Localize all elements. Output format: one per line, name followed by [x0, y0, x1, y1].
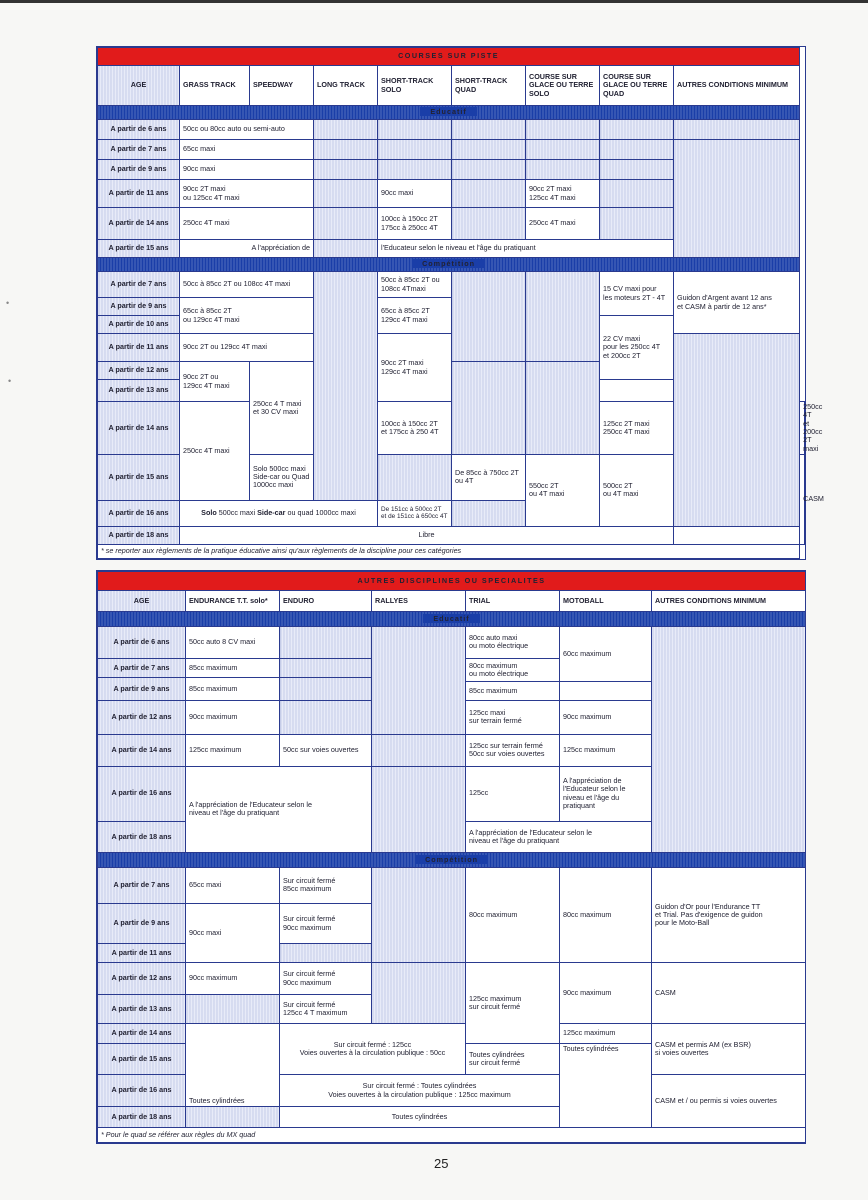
cell: 90cc 2T maxi 125cc 4T maxi [526, 180, 600, 208]
cell-empty [314, 140, 378, 160]
cell-empty [372, 734, 466, 766]
age-label: A partir de 6 ans [98, 120, 180, 140]
top-rule [0, 0, 868, 3]
age-label: A partir de 12 ans [98, 362, 180, 380]
cell-empty [526, 362, 600, 455]
cell-empty [674, 334, 800, 527]
cell-empty [452, 208, 526, 240]
age-label: A partir de 7 ans [98, 272, 180, 298]
cell: 250cc 4T maxi [526, 208, 600, 240]
age-label: A partir de 9 ans [98, 298, 180, 316]
cell: 550cc 2T ou 4T maxi [526, 454, 600, 526]
page-number: 25 [434, 1156, 449, 1171]
age-label: A partir de 13 ans [98, 380, 180, 402]
cell: 80cc maximum ou moto électrique [466, 658, 560, 681]
cell: 125cc maximum sur circuit fermé [466, 963, 560, 1043]
cell: 125cc maximum [560, 734, 652, 766]
cell-empty [526, 120, 600, 140]
cell-empty [378, 160, 452, 180]
cell: A l'appréciation de l'Educateur selon le niveau et l'âge du pratiquant [186, 766, 372, 853]
cell: 22 CV maxi pour les 250cc 4T et 200cc 2T [600, 316, 674, 380]
cell: A l'appréciation de l'Educateur selon le niveau et l'âge du pratiquant [466, 821, 652, 853]
age-label: A partir de 15 ans [98, 1043, 186, 1075]
cell: Toutes cylindrées sur circuit fermé [466, 1043, 560, 1075]
cell: 90cc 2T maxi ou 125cc 4T maxi [180, 180, 314, 208]
margin-dot: • [6, 298, 10, 308]
cell-empty [372, 868, 466, 963]
cell: 100cc à 150cc 2T 175cc à 250cc 4T [378, 208, 452, 240]
cell-empty [280, 944, 372, 963]
col-header-age: AGE [98, 591, 186, 612]
cell-empty [314, 120, 378, 140]
cell: 15 CV maxi pour les moteurs 2T - 4T [600, 272, 674, 316]
cell: 90cc 2T ou 129cc 4T maxi [180, 362, 250, 402]
cell-empty [372, 766, 466, 853]
age-label: A partir de 16 ans [98, 500, 180, 526]
cell: 65cc maxi [180, 140, 314, 160]
cell-empty [600, 180, 674, 208]
autres-disciplines-table [96, 570, 806, 1144]
cell: 50cc auto 8 CV maxi [186, 626, 280, 658]
cell-casm: CASM [800, 454, 805, 544]
cell: 50cc à 85cc 2T ou 108cc 4Tmaxi [378, 272, 452, 298]
cell: A l'appréciation de l'Educateur selon le niveau et l'âge du pratiquant [560, 766, 652, 821]
cell-empty [600, 120, 674, 140]
col-header-enduro: ENDURO [280, 591, 372, 612]
cell: De 85cc à 750cc 2T ou 4T [452, 454, 526, 500]
cell: Sur circuit fermé : Toutes cylindrées Voies ouvertes à la circulation publique : 125cc maximum [280, 1075, 560, 1107]
col-header-short-track-solo: SHORT-TRACK SOLO [378, 66, 452, 106]
cell: 250cc 4T maxi [180, 208, 314, 240]
age-label: A partir de 14 ans [98, 734, 186, 766]
age-label: A partir de 9 ans [98, 903, 186, 943]
cell: l'Educateur selon le niveau et l'âge du pratiquant [378, 240, 674, 258]
cell: 50cc à 85cc 2T ou 108cc 4T maxi [180, 272, 314, 298]
age-label: A partir de 14 ans [98, 402, 180, 455]
band-competition: Compétition [98, 853, 806, 868]
cell-empty [314, 180, 378, 208]
cell-empty [378, 454, 452, 500]
cell: 50cc ou 80cc auto ou semi-auto [180, 120, 314, 140]
age-label: A partir de 11 ans [98, 944, 186, 963]
cell: 90cc maxi [180, 160, 314, 180]
col-header-speedway: SPEEDWAY [250, 66, 314, 106]
cell-empty [314, 208, 378, 240]
autres-title: AUTRES DISCIPLINES OU SPECIALITES [98, 572, 806, 591]
cell-empty [378, 120, 452, 140]
age-label: A partir de 14 ans [98, 1024, 186, 1043]
cell: 85cc maximum [466, 681, 560, 700]
age-label: A partir de 11 ans [98, 180, 180, 208]
cell: 65cc à 85cc 2T 129cc 4T maxi [378, 298, 452, 334]
cell: CASM et permis AM (ex BSR) si voies ouvertes [652, 1024, 806, 1075]
cell-empty [280, 626, 372, 658]
cell-empty [452, 160, 526, 180]
age-label: A partir de 10 ans [98, 316, 180, 334]
cell: 250cc 4T maxi [180, 402, 250, 501]
cell-empty [526, 140, 600, 160]
col-header-course-glace-quad: COURSE SUR GLACE OU TERRE QUAD [600, 66, 674, 106]
cell: 500cc 2T ou 4T maxi [600, 454, 674, 526]
cell-empty [280, 677, 372, 700]
cell-empty [372, 626, 466, 734]
cell: CASM [652, 963, 806, 1024]
margin-dot: • [8, 376, 12, 386]
cell-empty [600, 140, 674, 160]
cell: Toutes cylindrées [280, 1106, 560, 1127]
band-educatif: Educatif [98, 612, 806, 627]
cell-empty [280, 658, 372, 677]
cell-empty [280, 700, 372, 734]
cell: Sur circuit fermé 125cc 4 T maximum [280, 994, 372, 1024]
cell-empty [452, 500, 526, 526]
cell: CASM et / ou permis si voies ouvertes [652, 1075, 806, 1128]
cell: 250cc 4T et 200cc 2T maxi [800, 402, 805, 455]
cell: 65cc à 85cc 2T ou 129cc 4T maxi [180, 298, 314, 334]
cell-empty [452, 272, 526, 362]
age-label: A partir de 18 ans [98, 1106, 186, 1127]
cell-empty [452, 120, 526, 140]
age-label: A partir de 18 ans [98, 821, 186, 853]
col-header-trial: TRIAL [466, 591, 560, 612]
cell: 90cc maximum [186, 963, 280, 995]
col-header-long-track: LONG TRACK [314, 66, 378, 106]
age-label: A partir de 6 ans [98, 626, 186, 658]
cell-empty [452, 180, 526, 208]
cell: Sur circuit fermé 90cc maximum [280, 963, 372, 995]
cell: 90cc maxi [378, 180, 452, 208]
col-header-autres-conditions: AUTRES CONDITIONS MINIMUM [652, 591, 806, 612]
cell: 50cc sur voies ouvertes [280, 734, 372, 766]
col-header-grass-track: GRASS TRACK [180, 66, 250, 106]
cell: A l'appréciation de [180, 240, 314, 258]
cell: Guidon d'Argent avant 12 ans et CASM à partir de 12 ans* [674, 272, 800, 334]
cell: Sur circuit fermé : 125cc Voies ouvertes à la circulation publique : 50cc [280, 1024, 466, 1075]
cell: 85cc maximum [186, 658, 280, 677]
age-label: A partir de 7 ans [98, 658, 186, 677]
band-educatif: Educatif [98, 106, 800, 120]
cell: 90cc 2T ou 129cc 4T maxi [180, 334, 314, 362]
cell: 80cc auto maxi ou moto électrique [466, 626, 560, 658]
cell-empty [652, 626, 806, 852]
cell: De 151cc à 500cc 2T et de 151cc à 650cc 4T [378, 500, 452, 526]
age-label: A partir de 9 ans [98, 677, 186, 700]
cell-empty [186, 1106, 280, 1127]
cell: 125cc sur terrain fermé 50cc sur voies ouvertes [466, 734, 560, 766]
courses-footnote: * se reporter aux règlements de la pratique éducative ainsi qu'aux règlements de la discipline pour ces catégories [98, 544, 800, 558]
cell-empty [186, 994, 280, 1024]
cell: 80cc maximum [560, 868, 652, 963]
cell: 90cc maxi [186, 903, 280, 962]
cell: Toutes cylindrées [560, 1043, 652, 1128]
cell-empty [526, 272, 600, 362]
cell-solo-sidecar: Solo 500cc maxi Side-car ou quad 1000cc maxi [180, 500, 378, 526]
age-label: A partir de 16 ans [98, 766, 186, 821]
cell: 65cc maxi [186, 868, 280, 904]
cell-empty [600, 208, 674, 240]
cell: 60cc maximum [560, 626, 652, 681]
cell: 125cc maximum [186, 734, 280, 766]
age-label: A partir de 13 ans [98, 994, 186, 1024]
cell-empty [600, 160, 674, 180]
age-label: A partir de 18 ans [98, 526, 180, 544]
cell: 125cc maximum [560, 1024, 652, 1043]
age-label: A partir de 16 ans [98, 1075, 186, 1107]
col-header-course-glace-solo: COURSE SUR GLACE OU TERRE SOLO [526, 66, 600, 106]
age-label: A partir de 14 ans [98, 208, 180, 240]
cell: 125cc 2T maxi 250cc 4T maxi [600, 402, 674, 455]
cell: 90cc 2T maxi 129cc 4T maxi [378, 334, 452, 402]
col-header-endurance: ENDURANCE T.T. solo* [186, 591, 280, 612]
col-header-short-track-quad: SHORT-TRACK QUAD [452, 66, 526, 106]
age-label: A partir de 12 ans [98, 700, 186, 734]
cell-empty [372, 963, 466, 1024]
cell-empty [452, 362, 526, 455]
cell-empty [378, 140, 452, 160]
col-header-motoball: MOTOBALL [560, 591, 652, 612]
cell: 90cc maximum [186, 700, 280, 734]
cell-empty [674, 140, 800, 258]
autres-footnote: * Pour le quad se référer aux règles du MX quad [98, 1128, 806, 1143]
courses-title: COURSES SUR PISTE [98, 48, 800, 66]
cell: 125cc [466, 766, 560, 821]
age-label: A partir de 11 ans [98, 334, 180, 362]
courses-sur-piste-table [96, 46, 824, 560]
age-label: A partir de 12 ans [98, 963, 186, 995]
cell: 100cc à 150cc 2T et 175cc à 250 4T [378, 402, 452, 455]
cell: 85cc maximum [186, 677, 280, 700]
cell: 90cc maximum [560, 963, 652, 1024]
cell: Sur circuit fermé 90cc maximum [280, 903, 372, 943]
cell: Guidon d'Or pour l'Endurance TT et Trial. Pas d'exigence de guidon pour le Moto-Ball [652, 868, 806, 963]
age-label: A partir de 15 ans [98, 454, 180, 500]
cell-empty [314, 272, 378, 501]
cell-empty [526, 160, 600, 180]
cell-empty [314, 240, 378, 258]
cell-empty [674, 120, 800, 140]
age-label: A partir de 7 ans [98, 868, 186, 904]
cell: Toutes cylindrées [186, 1024, 280, 1106]
col-header-rallyes: RALLYES [372, 591, 466, 612]
band-competition: Compétition [98, 258, 800, 272]
cell-empty [314, 160, 378, 180]
cell: Libre [180, 526, 674, 544]
cell: 250cc 4 T maxi et 30 CV maxi [250, 362, 314, 455]
age-label: A partir de 7 ans [98, 140, 180, 160]
age-label: A partir de 15 ans [98, 240, 180, 258]
cell-empty [452, 140, 526, 160]
cell: Sur circuit fermé 85cc maximum [280, 868, 372, 904]
age-label: A partir de 9 ans [98, 160, 180, 180]
cell: Solo 500cc maxi Side-car ou Quad 1000cc maxi [250, 454, 314, 500]
cell: 80cc maximum [466, 868, 560, 963]
col-header-autres-conditions: AUTRES CONDITIONS MINIMUM [674, 66, 800, 106]
col-header-age: AGE [98, 66, 180, 106]
cell: 90cc maximum [560, 700, 652, 734]
cell: 125cc maxi sur terrain fermé [466, 700, 560, 734]
